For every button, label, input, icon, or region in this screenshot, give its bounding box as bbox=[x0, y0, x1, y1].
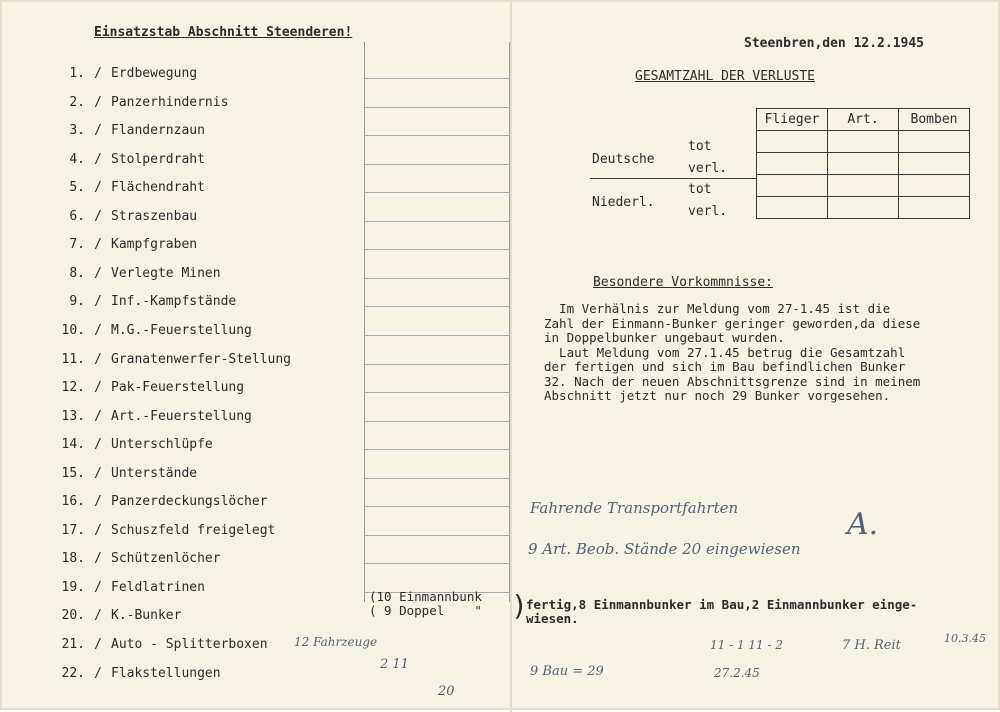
item-label: Stolperdraht bbox=[111, 151, 205, 167]
item-label: Erdbewegung bbox=[111, 66, 198, 81]
bunker-tail-line: wiesen. bbox=[526, 611, 579, 626]
table-cell bbox=[757, 131, 828, 153]
item-label: Unterschlüpfe bbox=[111, 437, 213, 453]
item-label: M.G.-Feuerstellung bbox=[111, 322, 252, 338]
list-item bbox=[57, 152, 205, 167]
form-rule bbox=[364, 563, 510, 564]
item-label: Flächendraht bbox=[111, 180, 205, 196]
list-item bbox=[57, 494, 268, 509]
item-number: 7. bbox=[69, 237, 85, 253]
item-slash: / bbox=[94, 551, 102, 567]
form-rule bbox=[364, 506, 510, 507]
list-item bbox=[57, 466, 197, 481]
list-item bbox=[57, 380, 244, 395]
list-item bbox=[57, 294, 236, 309]
item-number: 10. bbox=[61, 322, 85, 338]
item-number: 20. bbox=[61, 608, 85, 624]
losses-title: GESAMTZAHL DER VERLUSTE bbox=[635, 69, 816, 84]
paragraph-line: in Doppelbunker ungebaut wurden. bbox=[544, 330, 785, 345]
item-label: Panzerdeckungslöcher bbox=[111, 494, 268, 510]
item-number: 6. bbox=[69, 208, 85, 224]
item-label: Inf.-Kampfstände bbox=[111, 294, 237, 310]
form-rule bbox=[364, 335, 510, 336]
item-label: Verlegte Minen bbox=[111, 265, 221, 281]
item-slash: / bbox=[94, 94, 102, 110]
item-label: Auto - Splitterboxen bbox=[111, 637, 268, 652]
form-rule bbox=[364, 164, 510, 165]
list-item bbox=[57, 123, 205, 138]
row-label-tot: tot bbox=[688, 139, 712, 154]
item-slash: / bbox=[94, 465, 102, 481]
item-slash: / bbox=[94, 494, 102, 510]
bunker-note bbox=[369, 590, 482, 618]
list-item bbox=[57, 95, 228, 110]
handwritten-note: 2 11 bbox=[380, 657, 409, 672]
column-header: Flieger bbox=[757, 109, 828, 131]
paragraph-line: der fertigen und sich im Bau befindlichen Bunker bbox=[544, 359, 906, 374]
table-cell bbox=[899, 153, 970, 175]
form-rule bbox=[364, 78, 510, 79]
item-slash: / bbox=[94, 208, 102, 224]
form-rule bbox=[364, 107, 510, 108]
item-number: 12. bbox=[61, 380, 85, 396]
list-item bbox=[57, 608, 181, 623]
form-rule bbox=[364, 192, 510, 193]
list-item bbox=[57, 637, 268, 652]
item-slash: / bbox=[94, 522, 102, 538]
form-rule bbox=[364, 135, 510, 136]
list-item bbox=[57, 266, 221, 281]
item-slash: / bbox=[94, 665, 102, 681]
item-number: 3. bbox=[69, 123, 85, 139]
handwritten-note: 10.3.45 bbox=[944, 632, 986, 645]
group-label-deutsche: Deutsche bbox=[592, 152, 655, 167]
handwritten-note: Fahrende Transportfahrten bbox=[530, 499, 739, 517]
table-cell bbox=[757, 197, 828, 219]
paragraph-line: Laut Meldung vom 27.1.45 betrug die Gesamtzahl bbox=[544, 344, 906, 360]
item-label: Schützenlöcher bbox=[111, 551, 221, 567]
item-slash: / bbox=[94, 637, 102, 652]
item-number: 11. bbox=[61, 351, 85, 367]
list-item bbox=[57, 66, 197, 81]
list-item bbox=[57, 180, 205, 195]
item-slash: / bbox=[94, 294, 102, 310]
form-rule bbox=[364, 249, 510, 250]
item-label: Feldlatrinen bbox=[111, 579, 205, 595]
item-label: K.-Bunker bbox=[111, 608, 182, 624]
item-number: 22. bbox=[61, 665, 85, 681]
row-label-verl: verl. bbox=[688, 161, 728, 176]
list-item bbox=[57, 523, 275, 538]
item-number: 8. bbox=[69, 265, 85, 281]
item-number: 1. bbox=[69, 66, 85, 81]
form-rule bbox=[364, 306, 510, 307]
item-label: Straszenbau bbox=[111, 208, 198, 224]
form-rule bbox=[364, 449, 510, 450]
table-cell bbox=[899, 197, 970, 219]
row-label-tot: tot bbox=[688, 182, 712, 197]
item-number: 2. bbox=[69, 94, 85, 110]
list-item bbox=[57, 437, 213, 452]
item-number: 18. bbox=[61, 551, 85, 567]
paragraph-line: Abschnitt jetzt nur noch 29 Bunker vorgesehen. bbox=[544, 388, 891, 403]
list-item bbox=[57, 323, 252, 338]
item-label: Schuszfeld freigelegt bbox=[111, 522, 276, 538]
item-number: 16. bbox=[61, 494, 85, 510]
table-cell bbox=[899, 131, 970, 153]
form-rule bbox=[364, 535, 510, 536]
paragraph-line: Zahl der Einmann-Bunker geringer geworden,da diese bbox=[544, 315, 921, 331]
item-slash: / bbox=[94, 608, 102, 624]
item-slash: / bbox=[94, 380, 102, 396]
item-number: 9. bbox=[69, 294, 85, 310]
item-label: Flakstellungen bbox=[111, 665, 221, 681]
list-item bbox=[57, 352, 291, 367]
column-header: Art. bbox=[828, 109, 899, 131]
item-label: Unterstände bbox=[111, 465, 198, 481]
bunker-note-line: (10 Einmannbunk bbox=[369, 589, 482, 604]
item-slash: / bbox=[94, 322, 102, 338]
item-slash: / bbox=[94, 237, 102, 253]
item-label: Flandernzaun bbox=[111, 123, 205, 139]
losses-table bbox=[756, 108, 970, 219]
item-number: 17. bbox=[61, 522, 85, 538]
item-slash: / bbox=[94, 180, 102, 196]
handwritten-note: 20 bbox=[438, 684, 455, 699]
column-rule-left bbox=[364, 42, 365, 602]
list-item bbox=[57, 666, 221, 681]
incidents-title: Besondere Vorkommnisse: bbox=[593, 275, 774, 290]
list-item bbox=[57, 237, 197, 252]
form-rule bbox=[364, 392, 510, 393]
bunker-note-line: ( 9 Doppel " bbox=[369, 603, 482, 618]
item-number: 13. bbox=[61, 408, 85, 424]
handwritten-signature: A. bbox=[847, 507, 879, 542]
item-label: Kampfgraben bbox=[111, 237, 198, 253]
item-slash: / bbox=[94, 151, 102, 167]
item-number: 4. bbox=[69, 151, 85, 167]
handwritten-note: 9 Bau = 29 bbox=[530, 664, 604, 679]
handwritten-note: 7 H. Reit bbox=[842, 638, 901, 653]
item-slash: / bbox=[94, 579, 102, 595]
group-label-niederl: Niederl. bbox=[592, 195, 655, 210]
row-label-verl: verl. bbox=[688, 204, 728, 219]
table-cell bbox=[828, 197, 899, 219]
item-number: 5. bbox=[69, 180, 85, 196]
item-label: Granatenwerfer-Stellung bbox=[111, 351, 292, 367]
table-cell bbox=[899, 175, 970, 197]
item-number: 14. bbox=[61, 437, 85, 453]
item-slash: / bbox=[94, 66, 102, 81]
form-rule bbox=[364, 478, 510, 479]
item-label: Pak-Feuerstellung bbox=[111, 380, 245, 396]
group-divider bbox=[590, 178, 756, 179]
form-rule bbox=[364, 278, 510, 279]
item-slash: / bbox=[94, 437, 102, 453]
item-slash: / bbox=[94, 265, 102, 281]
table-cell bbox=[828, 131, 899, 153]
item-label: Art.-Feuerstellung bbox=[111, 408, 252, 424]
item-number: 15. bbox=[61, 465, 85, 481]
bunker-tail-line: fertig,8 Einmannbunker im Bau,2 Einmannbunker einge- bbox=[526, 597, 918, 612]
paragraph-line: Im Verhälnis zur Meldung vom 27-1.45 ist die bbox=[544, 301, 891, 316]
unit-header: Einsatzstab Abschnitt Steenderen! bbox=[94, 25, 353, 40]
handwritten-note: 12 Fahrzeuge bbox=[294, 635, 378, 649]
item-slash: / bbox=[94, 351, 102, 367]
handwritten-note: 9 Art. Beob. Stände 20 eingewiesen bbox=[528, 540, 801, 558]
table-cell bbox=[828, 153, 899, 175]
table-cell bbox=[757, 153, 828, 175]
report-date: Steenbren,den 12.2.1945 bbox=[744, 36, 925, 51]
list-item bbox=[57, 409, 252, 424]
item-number: 19. bbox=[61, 579, 85, 595]
item-slash: / bbox=[94, 123, 102, 139]
table-cell bbox=[828, 175, 899, 197]
bunker-tail-note bbox=[526, 598, 917, 626]
column-header: Bomben bbox=[899, 109, 970, 131]
list-item bbox=[57, 580, 205, 595]
item-number: 21. bbox=[61, 637, 85, 652]
handwritten-note: 27.2.45 bbox=[714, 666, 760, 680]
item-label: Panzerhindernis bbox=[111, 94, 229, 110]
item-slash: / bbox=[94, 408, 102, 424]
form-rule bbox=[364, 221, 510, 222]
form-rule bbox=[364, 421, 510, 422]
bracket: ) bbox=[511, 589, 528, 622]
handwritten-note: 11 - 1 11 - 2 bbox=[710, 638, 783, 652]
paragraph-line: 32. Nach der neuen Abschnittsgrenze sind in meinem bbox=[544, 373, 921, 389]
table-cell bbox=[757, 175, 828, 197]
list-item bbox=[57, 209, 197, 224]
list-item bbox=[57, 551, 221, 566]
incidents-paragraph bbox=[544, 302, 994, 404]
form-rule bbox=[364, 364, 510, 365]
